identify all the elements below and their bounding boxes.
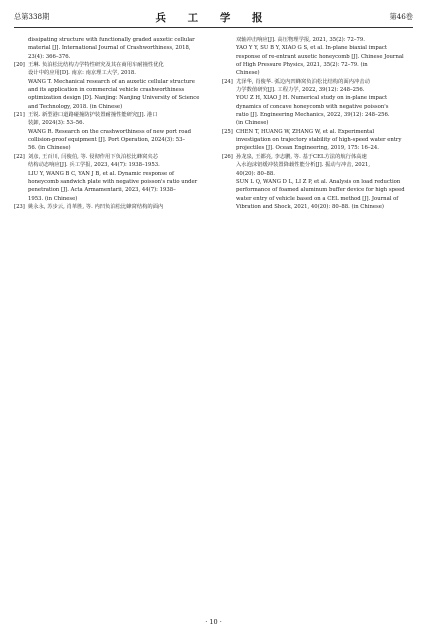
reference-number: [20] — [14, 62, 25, 69]
reference-text-line: projectiles [J]. Ocean Engineering, 2019, 175: 16–24. — [236, 145, 379, 152]
reference-number: [23] — [14, 203, 25, 210]
reference-entry — [14, 111, 209, 153]
reference-number: [24] — [222, 78, 233, 85]
reference-text-line: 56. (in Chinese) — [28, 145, 71, 152]
reference-text-line: of High Pressure Physics, 2021, 35(2): 72–79. (in — [236, 62, 368, 69]
reference-text-line: 王琳. 负泊松比结构力学特性研究及其在商用车耐撞性优化 — [28, 62, 164, 69]
reference-text-line: 孙龙泉, 王都亮, 李志鹏, 等. 基于CEL方法的航行体高速 — [236, 153, 367, 160]
reference-entry — [222, 36, 416, 78]
left-column — [14, 36, 209, 211]
reference-entry — [14, 36, 209, 61]
reference-text-line: 姚永永, 苏步云, 肖革胜, 等. 内凹负泊松比蜂窝结构的面内 — [28, 203, 164, 210]
reference-text-line: investigation on trajectory stability of high-speed water entry — [236, 137, 402, 144]
reference-text-line: water entry of vehicle based on a CEL method [J]. Journal of — [236, 195, 399, 202]
reference-text-line: 23(4): 366–376. — [28, 53, 71, 60]
reference-text-line: Chinese) — [236, 70, 260, 77]
reference-text-line: 结构动态响应[J]. 兵工学报, 2023, 44(7): 1938–1953. — [28, 162, 160, 169]
reference-text-line: Vibration and Shock, 2021, 40(20): 80–88. (in Chinese) — [236, 203, 384, 210]
reference-text-line: 40(20): 80–88. — [236, 170, 275, 177]
reference-text-line: penetration [J]. Acta Armamentarii, 2023, 44(7): 1938– — [28, 187, 176, 194]
issue-number: 总第338期 — [14, 12, 50, 21]
reference-entry — [14, 153, 209, 203]
reference-text-line: dynamics of concave honeycomb with negative poisson's — [236, 103, 389, 110]
page-header — [14, 10, 413, 26]
reference-text-line: 入水泡沫铝缓冲装置降载性能分析[J]. 振动与冲击, 2021, — [236, 162, 371, 169]
reference-entry — [14, 61, 209, 111]
reference-text-line: material [J]. International Journal of Crashworthiness, 2018, — [28, 45, 191, 52]
page-number: · 10 · — [205, 618, 222, 626]
reference-text-line: (in Chinese) — [236, 120, 269, 127]
reference-text-line: 王锐. 新型港口道路碰撞防护装置耐撞性能研究[J]. 港口 — [28, 112, 158, 119]
reference-text-line: WANG R. Research on the crashworthiness of new port road — [28, 128, 192, 135]
reference-text-line: WANG T. Mechanical research of an auxetic cellular structure — [28, 78, 195, 85]
reference-text-line: performance of foamed aluminum buffer device for high speed — [236, 187, 405, 194]
reference-text-line: 装卸, 2024(3): 53–56. — [28, 120, 85, 127]
reference-text-line: CHEN T, HUANG W, ZHANG W, et al. Experimental — [236, 128, 375, 135]
reference-text-line: 设计中的应用[D]. 南京: 南京理工大学, 2018. — [28, 70, 136, 77]
reference-number: [25] — [222, 128, 233, 135]
reference-text-line: collision-proof equipment [J]. Port Operation, 2024(3): 53– — [28, 137, 186, 144]
reference-text-line: dissipating structure with functionally graded auxetic cellular — [28, 37, 195, 43]
reference-text-line: LIU Y, WANG B C, YAN J B, et al. Dynamic response of — [28, 170, 175, 177]
reference-text-line: YOU Z H, XIAO J H. Numerical study on in-plane impact — [236, 95, 388, 102]
reference-text-line: and Technology, 2018. (in Chinese) — [28, 103, 123, 110]
journal-title: 兵 工 学 报 — [155, 12, 272, 24]
reference-text-line: ratio [J]. Engineering Mechanics, 2022, 39(12): 248–256. — [236, 112, 390, 119]
reference-text-line: SUN L Q, WANG D L, LI Z P, et al. Analysis on load reduction — [236, 178, 401, 185]
reference-entry — [14, 203, 209, 211]
reference-number: [26] — [222, 153, 233, 160]
reference-text-line: 双轴冲击响应[J]. 高压物理学报, 2021, 35(2): 72–79. — [236, 37, 365, 43]
reference-entry — [222, 153, 416, 211]
reference-number: [22] — [14, 153, 25, 160]
reference-text-line: 力学数值研究[J]. 工程力学, 2022, 39(12): 248–256. — [236, 87, 365, 94]
reference-text-line: optimization design [D]. Nanjing: Nanjing University of Science — [28, 95, 200, 102]
reference-text-line: 尤泽华, 肖俊华. 弧边内凹蜂窝负泊松比结构的面内冲击动 — [236, 78, 370, 85]
right-column — [222, 36, 416, 211]
reference-text-line: response of re-entrant auxetic honeycomb [J]. Chinese Journal — [236, 53, 404, 60]
reference-text-line: honeycomb sandwich plate with negative poisson's ratio under — [28, 178, 198, 185]
header-rule — [14, 27, 413, 28]
reference-text-line: YAO Y Y, SU B Y, XIAO G S, et al. In-plane biaxial impact — [236, 45, 388, 52]
reference-text-line: and its application in commercial vehicle crashworthiness — [28, 87, 185, 94]
reference-entry — [222, 78, 416, 128]
reference-entry — [222, 128, 416, 153]
reference-text-line: 1953. (in Chinese) — [28, 195, 78, 202]
volume-number: 第46卷 — [389, 12, 413, 21]
reference-text-line: 刘彦, 王百川, 闫俊伯, 等. 侵彻作用下负泊松比蜂窝夹芯 — [28, 153, 159, 160]
reference-number: [21] — [14, 112, 25, 119]
